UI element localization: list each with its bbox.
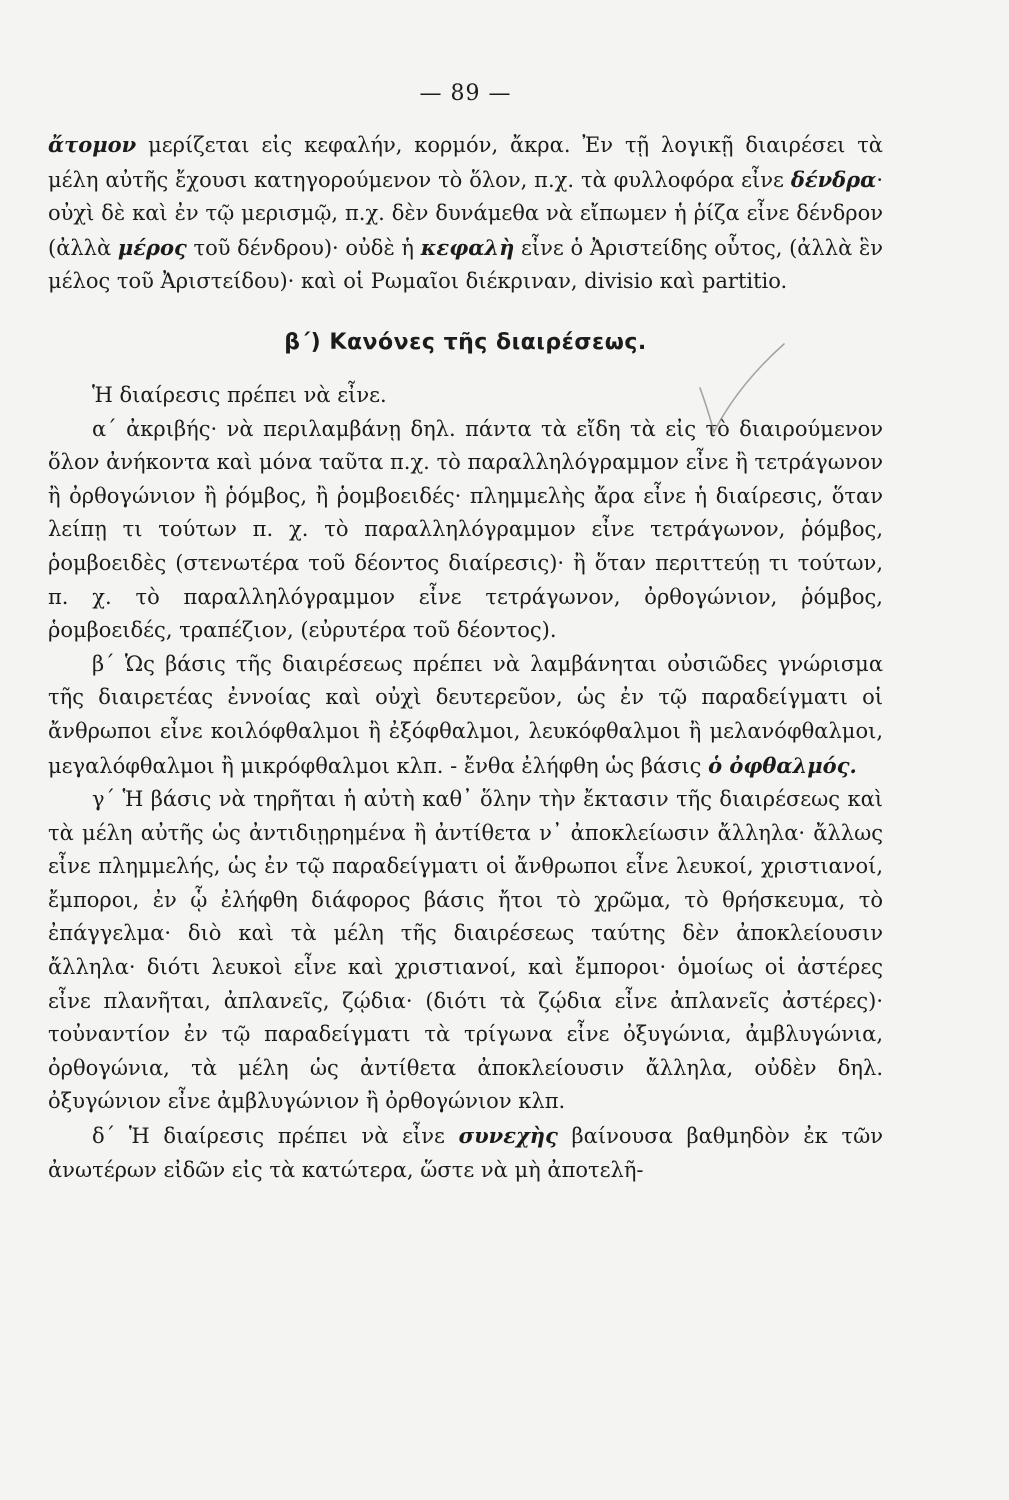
page-number: — 89 —	[419, 81, 512, 106]
paragraph-continuation	[48, 128, 883, 299]
paragraph-rule-d	[48, 1119, 883, 1187]
emphasis-ofthalmos: ὁ ὀφθαλμός.	[708, 752, 857, 778]
emphasis-synechis: συνεχὴς	[458, 1123, 558, 1149]
paragraph-rule-a: α΄ ἀκριβής· νὰ περιλαμβάνῃ δηλ. πάντα τὰ εἴδη τὰ εἰς τὸ διαιρούμενον ὅλον ἀνήκοντα καὶ μόνα ταῦτα π.χ. τὸ παραλληλόγραμμον εἶνε ἢ τετράγωνον ἢ ὀρθογώνιον ἢ ῥόμβος, ἢ ῥομβοειδές· πλημμελὴς ἄρα εἶνε ἡ διαίρεσις, ὅταν λείπῃ τι τούτων π. χ. τὸ παραλληλόγραμμον εἶνε τετράγωνον, ῥόμβος, ῥομβοειδὲς (στενωτέρα τοῦ δέοντος διαίρεσις)· ἢ ὅταν περιττεύῃ τι τούτων, π. χ. τὸ παραλληλόγραμμον εἶνε τετράγωνον, ὀρθογώνιον, ῥόμβος, ῥομβοειδές, τραπέζιον, (εὐρυτέρα τοῦ δέοντος).	[48, 416, 883, 643]
text-run: μερίζεται εἰς κεφαλήν, κορμόν, ἄκρα. Ἐν τῇ λογικῇ διαιρέσει τὰ μέλη αὐτῆς ἔχουσι κατηγορούμενον τὸ ὅλον, π.χ. τὰ φυλλοφόρα εἶνε	[48, 133, 883, 192]
text-run: εἶνε ὁ Ἀριστείδης οὗτος, (ἀλλὰ ἓν μέλος τοῦ Ἀριστείδου)· καὶ οἱ Ρωμαῖοι διέκριναν, divisio καὶ partitio.	[48, 235, 883, 294]
emphasis-dendra: δένδρα	[790, 166, 877, 192]
paragraph-rule-c: γ΄ Ἡ βάσις νὰ τηρῆται ἡ αὐτὴ καθ᾽ ὅλην τὴν ἔκτασιν τῆς διαιρέσεως καὶ τὰ μέλη αὐτῆς ὡς ἀντιδιῃρημένα ἢ ἀντίθετα ν᾽ ἀποκλείωσιν ἄλληλα· ἄλλως εἶνε πλημμελής, ὡς ἐν τῷ παραδείγματι οἱ ἄνθρωποι εἶνε λευκοί, χριστιανοί, ἔμποροι, ἐν ᾧ ἐλήφθη διάφορος βάσις ἤτοι τὸ χρῶμα, τὸ θρήσκευμα, τὸ ἐπάγγελμα· διὸ καὶ τὰ μέλη τῆς διαιρέσεως ταύτης δὲν ἀποκλείουσιν ἄλληλα· διότι λευκοὶ εἶνε καὶ χριστιανοί, καὶ ἔμποροι· ὁμοίως οἱ ἀστέρες εἶνε πλανῆται, ἀπλανεῖς, ζῴδια· (διότι τὰ ζῴδια εἶνε ἀπλανεῖς ἀστέρες)· τοὐναντίον ἐν τῷ παραδείγματι τὰ τρίγωνα εἶνε ὀξυγώνια, ἀμβλυγώνια, ὀρθογώνια, τὰ μέλη ὡς ἀντίθετα ἀποκλείουσιν ἄλληλα, οὐδὲν δηλ. ὀξυγώνιον εἶνε ἀμβλυγώνιον ἢ ὀρθογώνιον κλπ.	[48, 787, 883, 1114]
text-run: · οὐχὶ δὲ καὶ ἐν τῷ μερισμῷ, π.χ. δὲν δυνάμεθα νὰ εἴπωμεν ἡ ῥίζα εἶνε δένδρον (ἀλλὰ	[48, 167, 883, 260]
book-page	[48, 74, 883, 1187]
text-run: β΄ Ὡς βάσις τῆς διαιρέσεως πρέπει νὰ λαμβάνηται οὐσιῶδες γνώρισμα τῆς διαιρετέας ἐννοίας καὶ οὐχὶ δευτερεῦον, ὡς ἐν τῷ παραδείγματι οἱ ἄνθρωποι εἶνε κοιλόφθαλμοι ἢ ἐξόφθαλμοι, λευκόφθαλμοι ἢ μελανόφθαλμοι, μεγαλόφθαλμοι ἢ μικρόφθαλμοι κλπ. - ἔνθα ἐλήφθη ὡς βάσις	[48, 651, 883, 778]
emphasis-meros: μέρος	[117, 234, 187, 260]
page-text	[48, 128, 883, 1187]
emphasis-kefali: κεφαλὴ	[420, 234, 515, 260]
emphasis-atomon: ἄτομον	[48, 132, 137, 157]
pencil-checkmark-icon	[698, 340, 788, 440]
text-run: δ΄ Ἡ διαίρεσις πρέπει νὰ εἶνε	[92, 1124, 459, 1149]
paragraph-intro: Ἡ διαίρεσις πρέπει νὰ εἶνε.	[92, 382, 387, 407]
text-run: τοῦ δένδρου)· οὐδὲ ἡ	[186, 235, 421, 260]
paragraph-rule-b	[48, 648, 883, 783]
section-heading: β΄) Κανόνες τῆς διαιρέσεως.	[284, 329, 647, 355]
text-run: βαίνουσα βαθμηδὸν ἐκ τῶν ἀνωτέρων εἰδῶν εἰς τὰ κατώτερα, ὥστε νὰ μὴ ἀποτελῆ-	[48, 1124, 883, 1182]
